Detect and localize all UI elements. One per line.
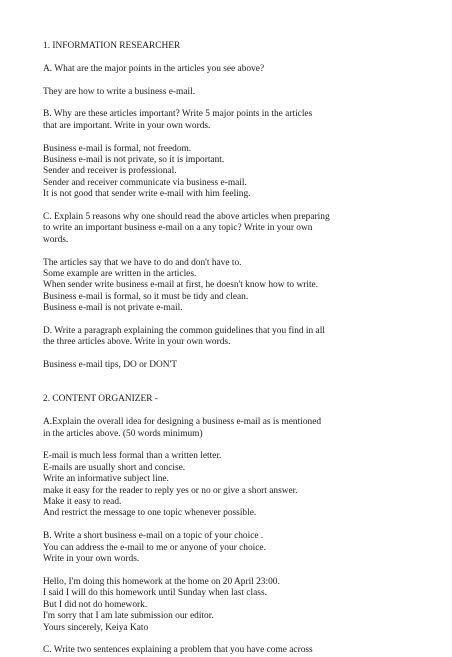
- blank-line: [43, 440, 422, 451]
- text-line: Business e-mail is not private e-mail.: [43, 303, 183, 314]
- text-line: E-mail is much less formal than a written letter.: [43, 451, 222, 462]
- blank-line: [43, 372, 422, 383]
- text-line: 1. INFORMATION RESEARCHER: [43, 41, 181, 51]
- text-line: And restrict the message to one topic whenever possible.: [43, 508, 257, 519]
- blank-line: [43, 52, 422, 63]
- text-line: C. Explain 5 reasons why one should read the above articles when preparing: [43, 212, 330, 223]
- blank-line: [43, 201, 422, 212]
- text-line: C. Write two sentences explaining a problem that you have come across: [43, 645, 313, 656]
- text-line: When sender write business e-mail at first, he doesn't know how to write.: [43, 280, 319, 291]
- text-line: Sender and receiver is professional.: [43, 166, 177, 177]
- text-line: in the articles above. (50 words minimum): [43, 428, 203, 439]
- text-line: Write in your own words.: [43, 554, 140, 565]
- text-line: You can address the e-mail to me or anyone of your choice.: [43, 542, 266, 553]
- text-line: the three articles above. Write in your own words.: [43, 337, 231, 348]
- text-line: Hello, I'm doing this homework at the home on 20 April 23:00.: [43, 576, 280, 587]
- text-line: It is not good that sender write e-mail with him feeling.: [43, 189, 251, 200]
- text-line: I'm sorry that I am late submission our editor.: [43, 611, 214, 622]
- text-line: make it easy for the reader to reply yes or no or give a short answer.: [43, 485, 298, 496]
- blank-line: [43, 75, 422, 86]
- text-line: D. Write a paragraph explaining the common guidelines that you find in all: [43, 326, 325, 337]
- blank-line: [43, 98, 422, 109]
- blank-line: [43, 520, 422, 531]
- text-line: Write an informative subject line.: [43, 474, 169, 485]
- text-line: Make it easy to read.: [43, 497, 122, 508]
- text-line: 2. CONTENT ORGANIZER -: [43, 394, 158, 405]
- text-line: words.: [43, 234, 69, 245]
- text-line: Sender and receiver communicate via business e-mail.: [43, 177, 247, 188]
- text-line: Business e-mail is formal, not freedom.: [43, 143, 192, 154]
- text-line: The articles say that we have to do and don't have to.: [43, 257, 242, 268]
- blank-line: [43, 565, 422, 576]
- text-line: to write an important business e-mail on a any topic? Write in your own: [43, 223, 313, 234]
- text-line: Yours sincerely, Keiya Kato: [43, 622, 149, 633]
- text-line: A.Explain the overall idea for designing a business e-mail as is mentioned: [43, 417, 322, 428]
- text-line: Business e-mail tips, DO or DON'T: [43, 360, 177, 371]
- blank-line: [43, 246, 422, 257]
- text-line: They are how to write a business e-mail.: [43, 86, 196, 97]
- text-line: A. What are the major points in the articles you see above?: [43, 63, 265, 74]
- text-line: Business e-mail is formal, so it must be tidy and clean.: [43, 291, 249, 302]
- text-line: that are important. Write in your own words.: [43, 120, 211, 131]
- blank-line: [43, 132, 422, 143]
- blank-line: [43, 349, 422, 360]
- text-line: Business e-mail is not private, so it is important.: [43, 155, 225, 165]
- text-line: I said I will do this homework until Sunday when last class.: [43, 588, 267, 599]
- blank-line: [43, 406, 422, 417]
- text-line: E-mails are usually short and concise.: [43, 462, 186, 473]
- text-line: But I did not do homework.: [43, 599, 148, 610]
- blank-line: [43, 383, 422, 394]
- text-line: B. Write a short business e-mail on a topic of your choice .: [43, 531, 264, 542]
- text-line: Some example are written in the articles.: [43, 269, 197, 280]
- blank-line: [43, 315, 422, 326]
- text-line: B. Why are these articles important? Write 5 major points in the articles: [43, 109, 313, 120]
